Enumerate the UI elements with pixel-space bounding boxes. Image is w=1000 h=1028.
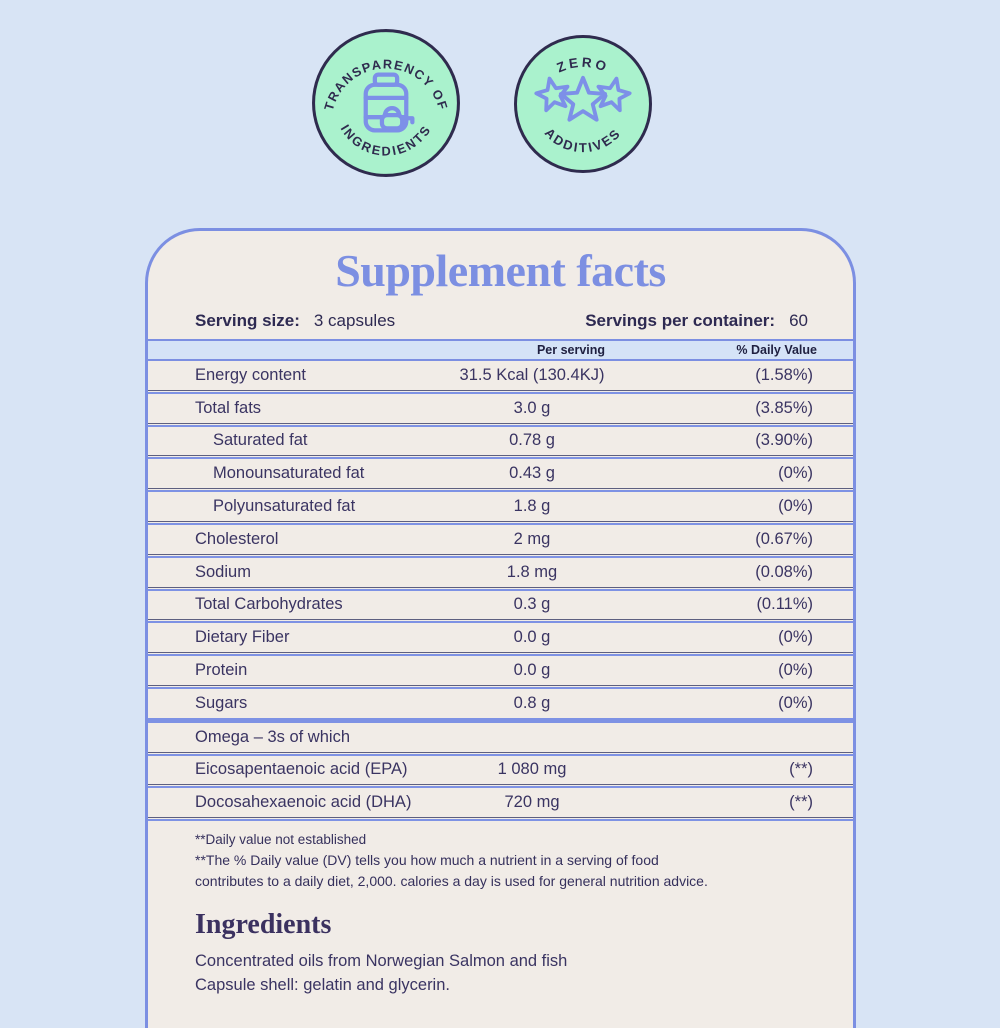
row-per-serving: 0.43 g [509, 464, 555, 483]
row-per-serving: 0.0 g [513, 628, 551, 647]
row-daily-value: (3.85%) [755, 398, 813, 417]
table-row [148, 394, 853, 423]
servings-per-container-label: Servings per container: [585, 311, 776, 330]
row-label: Sugars [195, 693, 248, 712]
servings-per-container [585, 311, 808, 331]
row-label: Eicosapentaenoic acid (EPA) [195, 760, 408, 779]
column-header-per-serving: Per serving [536, 343, 606, 357]
row-label: Sodium [195, 562, 251, 581]
table-row [148, 459, 853, 488]
row-per-serving: 0.78 g [509, 431, 555, 450]
row-label: Cholesterol [195, 529, 279, 548]
row-label: Energy content [195, 365, 306, 384]
row-per-serving: 1.8 g [513, 497, 551, 516]
table-row [148, 361, 853, 390]
row-label: Omega – 3s of which [195, 727, 350, 746]
row-per-serving: 1 080 mg [497, 760, 567, 779]
table-header-band [148, 339, 853, 361]
row-per-serving: 2 mg [513, 529, 551, 548]
page-title: Supplement facts [335, 245, 666, 296]
row-daily-value: (0%) [778, 661, 813, 680]
ingredient-line: Capsule shell: gelatin and glycerin. [195, 975, 450, 994]
serving-size [195, 311, 395, 331]
serving-size-value: 3 capsules [313, 311, 396, 330]
row-per-serving: 720 mg [504, 793, 560, 812]
table-row [148, 788, 853, 817]
transparency-badge [310, 27, 462, 179]
table-row [148, 689, 853, 718]
row-daily-value: (0%) [778, 497, 813, 516]
row-daily-value: (0%) [778, 464, 813, 483]
row-daily-value: (**) [789, 760, 813, 779]
row-per-serving: 31.5 Kcal (130.4KJ) [459, 365, 605, 384]
serving-info-row [148, 311, 853, 331]
row-label: Protein [195, 661, 248, 680]
row-daily-value: (0%) [778, 628, 813, 647]
table-row [148, 558, 853, 587]
row-daily-value: (1.58%) [755, 365, 813, 384]
row-label: Total fats [195, 398, 262, 417]
ingredient-line: Concentrated oils from Norwegian Salmon and fish [195, 952, 568, 971]
table-row [148, 591, 853, 620]
table-row [148, 525, 853, 554]
row-label: Docosahexaenoic acid (DHA) [195, 793, 412, 812]
ingredients-heading: Ingredients [195, 909, 332, 941]
table-row [148, 492, 853, 521]
table-row [148, 656, 853, 685]
row-daily-value: (0%) [778, 693, 813, 712]
badge-bottom-text: INGREDIENTS [337, 121, 435, 159]
table-row [148, 756, 853, 785]
badge-top-text: TRANSPARENCY OF [320, 56, 452, 113]
zero-additives-badge [512, 33, 654, 175]
row-label: Saturated fat [213, 431, 308, 450]
supplement-facts-panel [145, 228, 856, 1028]
serving-size-label: Serving size: [195, 311, 300, 330]
row-label: Polyunsaturated fat [213, 497, 356, 516]
row-per-serving: 3.0 g [513, 398, 551, 417]
row-label: Monounsaturated fat [213, 464, 365, 483]
ingredients-list [195, 950, 853, 997]
footnote-daily-value: **Daily value not established [195, 832, 367, 848]
servings-per-container-value: 60 [789, 311, 808, 330]
row-daily-value: (0.08%) [755, 562, 813, 581]
table-row [148, 623, 853, 652]
row-label: Total Carbohydrates [195, 595, 343, 614]
badge-bottom-text: ADDITIVES [541, 124, 625, 156]
row-daily-value: (0.11%) [756, 595, 813, 614]
table-row [148, 427, 853, 456]
row-label: Dietary Fiber [195, 628, 290, 647]
column-header-daily-value: % Daily Value [736, 343, 817, 357]
badge-top-text: ZERO [554, 54, 612, 76]
row-per-serving: 0.0 g [513, 661, 551, 680]
row-daily-value: (**) [789, 793, 813, 812]
row-per-serving: 0.8 g [513, 693, 551, 712]
table-row [148, 723, 853, 752]
row-daily-value: (0.67%) [755, 529, 813, 548]
row-per-serving: 1.8 mg [506, 562, 558, 581]
row-divider [148, 817, 853, 821]
footnote-dv-explanation: **The % Daily value (DV) tells you how much a nutrient in a serving of food contributes to a daily diet, 2,000. calories a day is used for general nutrition advice. [195, 852, 708, 890]
nutrition-table [148, 361, 853, 821]
row-daily-value: (3.90%) [755, 431, 813, 450]
footnotes [148, 830, 853, 892]
row-per-serving: 0.3 g [513, 595, 551, 614]
